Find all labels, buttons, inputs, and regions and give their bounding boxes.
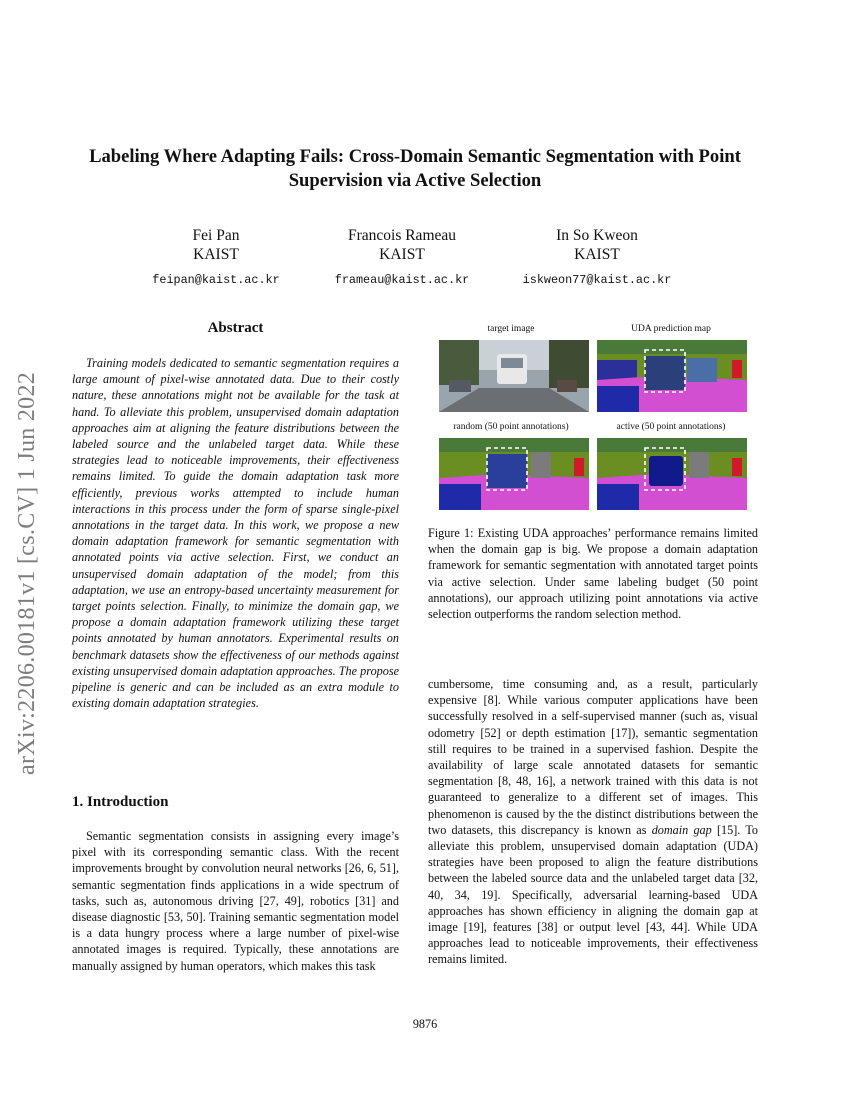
page-number: 9876 xyxy=(412,1017,438,1031)
arxiv-stamp: arXiv:2206.00181v1 [cs.CV] 1 Jun 2022 xyxy=(14,371,40,775)
uda-prediction-panel xyxy=(597,340,747,412)
introduction-text-left: Semantic segmentation consists in assigning every image’s pixel with its corresponding semantic class. With the recent improvements brought by convolution neural networks [26, 6, 51], semantic segmentation finds applications in a wide spectrum of tasks, such as, autonomous driving [27, 49], robotics [31] and disease diagnostic [53, 50]. Training semantic segmentation model is a data hungry process where a large number of pixel-wise annotated images is required. Typically, these annotations are manually assigned by human operators, which makes this task xyxy=(72,829,399,973)
panel-label-target-image: target image xyxy=(487,324,535,334)
figure-1-caption: Figure 1: Existing UDA approaches’ performance remains limited when the domain gap is big. We propose a domain adaptation framework for semantic segmentation with annotated target points via active selection. Under same labeling budget (50 point annotations), our approach utilizing point annotations via active selection outperforms the random selection method. xyxy=(428,526,758,622)
panel-label-active: active (50 point annotations) xyxy=(616,422,726,432)
author-email: feipan@kaist.ac.kr xyxy=(152,273,280,287)
active-selection-panel xyxy=(597,438,747,510)
author-email: iskweon77@kaist.ac.kr xyxy=(522,273,672,287)
author-name: Fei Pan xyxy=(192,227,240,244)
introduction-text-right xyxy=(428,676,758,968)
random-selection-panel xyxy=(439,438,589,510)
author-name: In So Kweon xyxy=(556,227,638,244)
introduction-text-right-part2: [15]. To alleviate this problem, unsupervised domain adaptation (UDA) strategies have been proposed to align the feature distributions between the labeled source data and the unlabeled target data [32, 40, 34, 19]. Specifically, adversarial learning-based UDA approaches has shown efficiency in aligning the domain gap at image [19], features [38] or output level [43, 44]. While UDA approaches lead to noticeable improvements, their effectiveness remains limited. xyxy=(428,822,759,967)
author-affiliation: KAIST xyxy=(379,246,425,263)
author-block xyxy=(292,226,512,290)
target-image-panel xyxy=(439,340,589,412)
paper-title: Labeling Where Adapting Fails: Cross-Domain Semantic Segmentation with Point Supervision via Active Selection xyxy=(89,146,741,191)
panel-label-uda-prediction: UDA prediction map xyxy=(631,324,711,334)
figure-1 xyxy=(436,324,754,514)
panel-label-random: random (50 point annotations) xyxy=(453,422,569,432)
section-heading-introduction: 1. Introduction xyxy=(72,794,169,810)
author-email: frameau@kaist.ac.kr xyxy=(334,273,470,287)
introduction-text-right-part1: cumbersome, time consuming and, as a result, particularly expensive [8]. While various computer applications have been successfully resolved in a self-supervised manner (such as, visual odometry [52] or depth estimation [17]), semantic segmentation still requires to be trained in a supervised fashion. Despite the availability of large scale annotated datasets for semantic segmentation [8, 48, 16], a network trained with this data is not guaranteed to generalize to a different set of images. This phenomenon is caused by the the distinct distributions between the two datasets, this discrepancy is known as xyxy=(428,677,758,837)
author-name: Francois Rameau xyxy=(347,227,457,244)
abstract-heading: Abstract xyxy=(207,320,264,336)
domain-gap-term: domain gap xyxy=(651,822,712,837)
author-affiliation: KAIST xyxy=(193,246,239,263)
author-block xyxy=(487,226,707,290)
author-affiliation: KAIST xyxy=(574,246,620,263)
abstract-text: Training models dedicated to semantic segmentation requires a large amount of pixel-wise annotated data. Due to their costly nature, these annotations might not be available for the task at hand. To alleviate this problem, unsupervised domain adaptation approaches aim at aligning the feature distributions between the labeled source and the unlabeled target data. While these strategies lead to noticeable improvements, their effectiveness remains limited. To guide the domain adaptation task more efficiently, previous works attempted to include human interactions in this process under the form of sparse single-pixel annotations in the target data. In this work, we propose a new domain adaptation framework for semantic segmentation with annotated points via active selection. First, we conduct an unsupervised domain adaptation of the model; from this adaptation, we use an entropy-based uncertainty measurement for target points selection. Finally, to minimize the domain gap, we propose a domain adaptation framework utilizing these target points annotated by human annotators. Experimental results on benchmark datasets show the effectiveness of our methods against existing unsupervised domain adaptation approaches. The propose pipeline is generic and can be included as an extra module to existing domain adaptation strategies. xyxy=(72,356,399,711)
